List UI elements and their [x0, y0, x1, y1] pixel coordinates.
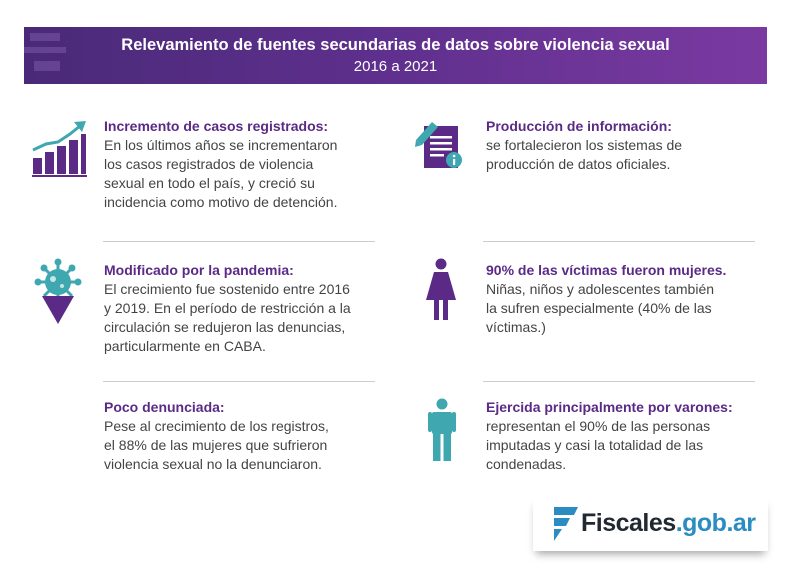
divider	[483, 381, 755, 382]
divider	[483, 241, 755, 242]
item-title: Poco denunciada:	[104, 399, 225, 415]
item-title: Producción de información:	[486, 118, 672, 134]
logo-mark-icon	[550, 507, 578, 541]
divider	[103, 381, 375, 382]
item-body: Niñas, niños y adolescentes también la sufren especialmente (40% de las víctimas.)	[486, 281, 715, 335]
item-body: representan el 90% de las personas imputadas y casi la totalidad de las condenadas.	[486, 418, 711, 472]
item-title: Modificado por la pandemia:	[104, 262, 294, 278]
header-banner	[24, 27, 767, 84]
page-subtitle: 2016 a 2021	[353, 58, 438, 75]
item-body: En los últimos años se incrementaron los casos registrados de violencia sexual en todo el país, y creció su incidencia como motivo de detención.	[104, 137, 338, 210]
virus-down-arrow-icon	[30, 258, 86, 326]
document-pencil-info-icon	[414, 118, 464, 170]
item-body: El crecimiento fue sostenido entre 2016 y 2019. En el período de restricción a la circulación se redujeron las denuncias, particularmente en CABA.	[104, 281, 351, 354]
item-title: Ejercida principalmente por varones:	[486, 399, 733, 415]
man-icon	[428, 398, 456, 462]
woman-icon	[425, 258, 457, 322]
item-body: Pese al crecimiento de los registros, el 88% de las mujeres que sufrieron violencia sexual no la denunciaron.	[104, 418, 329, 472]
page-title: Relevamiento de fuentes secundarias de datos sobre violencia sexual	[121, 36, 670, 54]
item-title: Incremento de casos registrados:	[104, 118, 329, 134]
logo-text-domain: .gob.ar	[675, 509, 756, 537]
logo-text-fiscales: Fiscales	[581, 509, 676, 537]
fiscales-logo[interactable]	[533, 497, 768, 551]
logo-wordmark	[581, 509, 756, 538]
item-title: 90% de las víctimas fueron mujeres.	[486, 262, 727, 278]
rising-bar-chart-icon	[30, 120, 88, 178]
divider	[103, 241, 375, 242]
item-body: se fortalecieron los sistemas de producción de datos oficiales.	[486, 137, 683, 172]
